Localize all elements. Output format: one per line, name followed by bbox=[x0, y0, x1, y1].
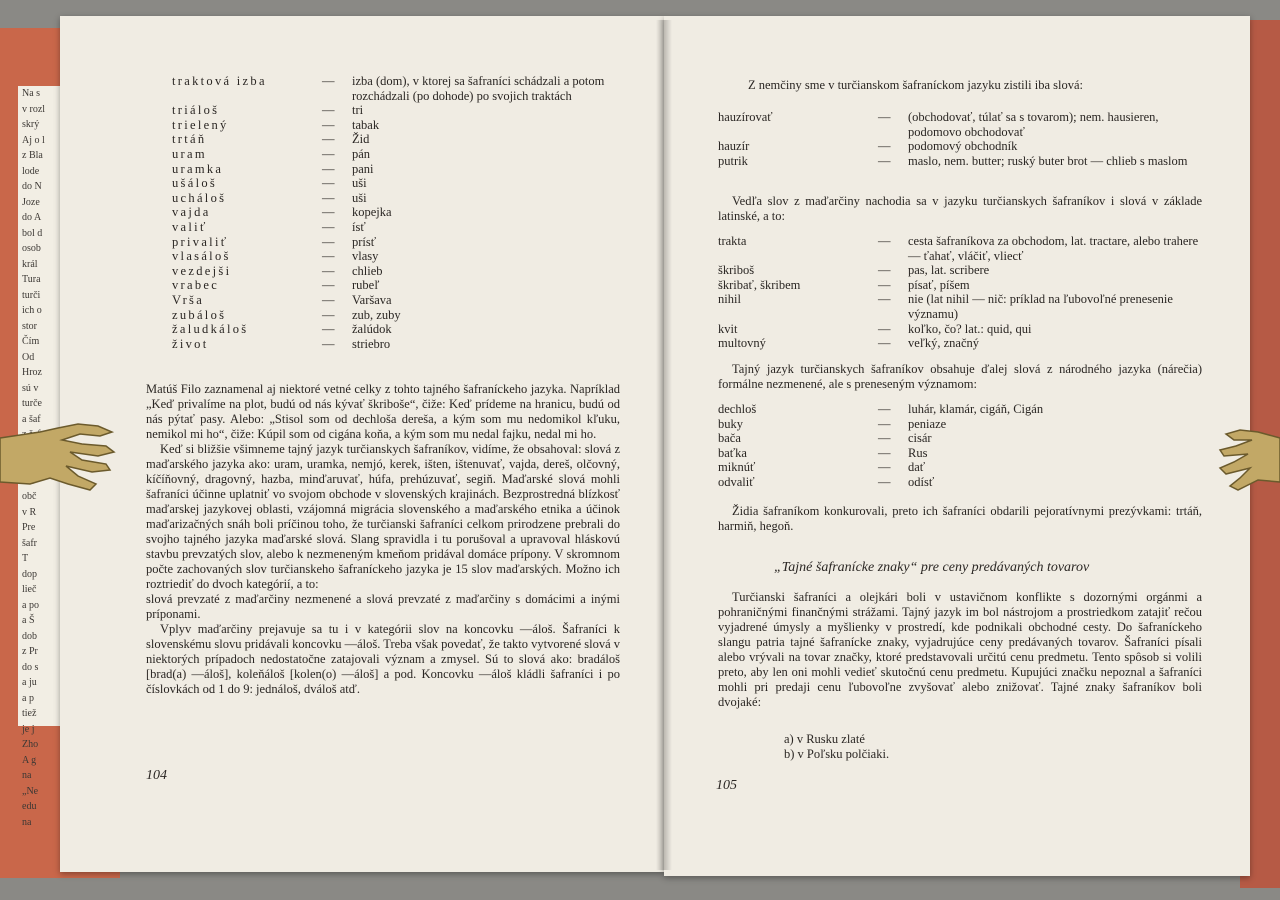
list-item: a) v Rusku zlaté bbox=[784, 732, 865, 746]
glossary-definition: tabak bbox=[352, 117, 380, 132]
fragment-line: Čím bbox=[22, 336, 40, 347]
fragment-line: a ju bbox=[22, 677, 37, 688]
paragraph: Turčianski šafraníci a olejkári boli v ustavičnom konflikte s dozornými orgánmi a pohraničnými finančnými strážami. Tajný jazyk im bol nástrojom a prostriedkom zatajiť rečou vyjadrené úmysly a myšlienky v prostredí, kde podnikali obchodné cesty. Do šafraníckeho slangu patria tajné šafranícke znaky, vyjadrujúce ceny predávaných tovarov. Šafraníci písali alebo vrývali na tovar značky, ktoré predstavovali určitú cenu predmetu. Tento spôsob si volili preto, aby len oni mohli vedieť skutočnú cenu predmetu. Kupujúci značku nepoznal a šafraníci mohli pri predaji cenu ľubovoľne zvyšovať alebo znižovať. Tajné znaky šafraníkov boli dvojaké: bbox=[718, 590, 1202, 709]
glossary-definition: (obchodovať, túlať sa s tovarom); nem. hausieren, podomovo obchodovať bbox=[908, 110, 1159, 139]
glossary-term: zubáloš bbox=[172, 307, 227, 322]
glossary-row bbox=[172, 147, 612, 162]
glossary-row bbox=[172, 176, 612, 191]
glossary-row bbox=[172, 278, 612, 293]
fragment-line: do A bbox=[22, 212, 42, 223]
glossary-definition: Rus bbox=[908, 445, 928, 460]
glossary-term: trielený bbox=[172, 117, 229, 132]
glossary-dash: — bbox=[322, 307, 335, 322]
glossary-dash: — bbox=[322, 336, 335, 351]
glossary-term: odvaliť bbox=[718, 474, 755, 489]
glossary-dash: — bbox=[322, 146, 335, 161]
glossary-term: ucháloš bbox=[172, 190, 227, 205]
glossary-definition: prísť bbox=[352, 234, 377, 249]
fragment-line: na bbox=[22, 770, 32, 781]
glossary-dash: — bbox=[878, 263, 891, 278]
glossary-term: Vrša bbox=[172, 292, 205, 307]
glossary-definition: podomový obchodník bbox=[908, 139, 1018, 154]
glossary-term: dechloš bbox=[718, 402, 757, 416]
glossary-row bbox=[172, 293, 612, 308]
fragment-line: turči bbox=[22, 289, 41, 301]
fragment-line: Od bbox=[22, 351, 35, 363]
paragraph: Vedľa slov z maďarčiny nachodia sa v jazyku turčianskych šafraníkov i slová v základe latinské, a to: bbox=[718, 194, 1202, 223]
left-glossary bbox=[172, 74, 612, 351]
paragraph: Židia šafraníkom konkurovali, preto ich šafraníci obdarili pejoratívnymi prezývkami: trtáň, harmiň, hegoň. bbox=[718, 504, 1202, 533]
glossary-term: žaludkáloš bbox=[172, 322, 249, 337]
glossary-term: bača bbox=[718, 431, 741, 446]
glossary-definition: písať, píšem bbox=[908, 277, 970, 292]
glossary-dash: — bbox=[322, 219, 335, 234]
paragraph: Vplyv maďarčiny prejavuje sa tu i v kategórii slov na koncovku —áloš. Šafraníci k slovenskému slovu pridávali koncovku —áloš. Treba však povedať, že takto vytvorené slová v niektorých prípadoch nedostatočne zatajovali význam a zmysel. Sú to slová ako: bradáloš [brad(a) —áloš], koleňáloš [kolen(o) —áloš] a pod. Koncovku —áloš kládli šafraníci i po číslovkách od 1 do 9: jednáloš, dváloš atď. bbox=[146, 622, 621, 696]
glossary-row bbox=[172, 220, 612, 235]
glossary-term: traktová izba bbox=[172, 74, 267, 88]
book-gutter bbox=[656, 20, 672, 870]
fragment-line: lode bbox=[22, 165, 40, 177]
glossary-term: vrabec bbox=[172, 278, 220, 293]
glossary-dash: — bbox=[322, 190, 335, 205]
glossary-dash: — bbox=[322, 117, 335, 132]
glossary-definition: chlieb bbox=[352, 263, 383, 278]
glossary-dash: — bbox=[878, 402, 891, 416]
glossary-row bbox=[172, 118, 612, 133]
glossary-row bbox=[718, 336, 1204, 351]
fragment-line: stor bbox=[22, 320, 37, 332]
native-intro bbox=[718, 362, 1202, 392]
glossary-row bbox=[172, 322, 612, 337]
glossary-dash: — bbox=[878, 416, 891, 431]
glossary-row bbox=[172, 205, 612, 220]
glossary-definition: koľko, čo? lat.: quid, qui bbox=[908, 321, 1032, 336]
glossary-dash: — bbox=[322, 292, 335, 307]
glossary-term: baťka bbox=[718, 445, 747, 460]
glossary-row bbox=[718, 139, 1204, 154]
glossary-definition: pani bbox=[352, 161, 374, 176]
glossary-dash: — bbox=[878, 139, 891, 154]
paragraph: slová prevzaté z maďarčiny nezmenené a slová prevzaté z maďarčiny s domácimi a inými príponami. bbox=[146, 592, 620, 621]
left-hand-clip-icon bbox=[0, 418, 120, 500]
fragment-line: z Pr bbox=[22, 646, 38, 657]
signs-paragraph bbox=[718, 590, 1202, 710]
fragment-line: a Š bbox=[22, 615, 35, 626]
glossary-definition: cisár bbox=[908, 431, 932, 446]
fragment-line: osob bbox=[22, 243, 41, 254]
glossary-row bbox=[172, 103, 612, 118]
glossary-definition: pán bbox=[352, 146, 371, 161]
glossary-row bbox=[718, 234, 1204, 263]
fragment-line: Tura bbox=[22, 274, 41, 285]
fragment-line: je j bbox=[22, 723, 35, 735]
glossary-dash: — bbox=[878, 460, 891, 475]
glossary-term: kvit bbox=[718, 321, 738, 336]
glossary-row bbox=[718, 263, 1204, 278]
glossary-term: život bbox=[172, 336, 209, 351]
glossary-row bbox=[172, 191, 612, 206]
glossary-term: nihil bbox=[718, 292, 741, 307]
glossary-term: uram bbox=[172, 146, 207, 161]
glossary-dash: — bbox=[322, 205, 335, 220]
glossary-definition: rubeľ bbox=[352, 278, 380, 293]
glossary-dash: — bbox=[322, 322, 335, 337]
fragment-line: na bbox=[22, 816, 32, 828]
fragment-line: šafr bbox=[22, 537, 37, 549]
fragment-line: ich o bbox=[22, 305, 42, 316]
fragment-line: tiež bbox=[22, 708, 37, 719]
glossary-definition: ísť bbox=[352, 219, 366, 234]
glossary-dash: — bbox=[322, 249, 335, 264]
glossary-dash: — bbox=[878, 445, 891, 460]
fragment-line: v rozl bbox=[22, 103, 46, 115]
glossary-term: triáloš bbox=[172, 103, 220, 118]
glossary-row bbox=[718, 322, 1204, 337]
list-item: b) v Poľsku polčiaki. bbox=[784, 747, 890, 761]
glossary-term: vajda bbox=[172, 205, 211, 220]
glossary-row bbox=[172, 132, 612, 147]
glossary-row bbox=[718, 278, 1204, 293]
glossary-definition: Žid bbox=[352, 132, 370, 147]
fragment-line: Hroz bbox=[22, 367, 42, 378]
glossary-dash: — bbox=[322, 234, 335, 249]
glossary-row bbox=[718, 431, 1204, 446]
glossary-row bbox=[718, 446, 1204, 461]
left-page bbox=[60, 16, 664, 872]
latin-glossary bbox=[718, 234, 1204, 351]
glossary-dash: — bbox=[878, 474, 891, 489]
fragment-line: sú v bbox=[22, 382, 39, 394]
glossary-definition: cesta šafraníkova za obchodom, lat. tractare, alebo trahere — ťahať, vláčiť, vliecť bbox=[908, 234, 1199, 263]
glossary-term: trtáň bbox=[172, 132, 207, 147]
glossary-definition: dať bbox=[908, 460, 926, 475]
fragment-line: do N bbox=[22, 181, 42, 192]
glossary-term: trakta bbox=[718, 234, 747, 248]
glossary-definition: tri bbox=[352, 103, 364, 118]
glossary-term: multovný bbox=[718, 336, 766, 351]
glossary-row bbox=[718, 460, 1204, 475]
glossary-dash: — bbox=[878, 292, 891, 307]
fragment-line: obč bbox=[22, 491, 37, 502]
fragment-line: král bbox=[22, 258, 38, 270]
fragment-line: do s bbox=[22, 661, 39, 673]
page-number: 104 bbox=[146, 768, 167, 783]
glossary-row bbox=[718, 292, 1204, 321]
glossary-row bbox=[718, 417, 1204, 432]
glossary-row bbox=[172, 74, 612, 103]
glossary-dash: — bbox=[878, 336, 891, 351]
glossary-row bbox=[172, 162, 612, 177]
glossary-definition: striebro bbox=[352, 336, 391, 351]
paragraph: Matúš Filo zaznamenal aj niektoré vetné celky z tohto tajného šafraníckeho jazyka. Napríklad „Keď privalíme na plot, budú od nás kývať škriboše“, čiže: Keď prídeme na hranicu, budú od nás pýtať pasy. Alebo: „Stisol som od dechloša dereša, a kým som mu nedomikol kľuku, nemikol mi ho“, čiže: Kúpil som od cigána koňa, a kým som mu nedal fajku, nedal mi ho. bbox=[146, 382, 620, 441]
fragment-line: Aj o l bbox=[22, 134, 45, 146]
glossary-dash: — bbox=[322, 161, 335, 176]
price-list bbox=[784, 732, 889, 762]
glossary-dash: — bbox=[878, 110, 891, 124]
glossary-row bbox=[172, 249, 612, 264]
glossary-row bbox=[718, 402, 1204, 417]
glossary-term: hauzír bbox=[718, 139, 750, 154]
fragment-line: dob bbox=[22, 630, 37, 642]
glossary-term: ušáloš bbox=[172, 176, 218, 191]
glossary-definition: zub, zuby bbox=[352, 307, 401, 322]
glossary-row bbox=[172, 264, 612, 279]
fragment-line: A g bbox=[22, 754, 37, 766]
glossary-definition: Varšava bbox=[352, 292, 392, 307]
glossary-dash: — bbox=[878, 153, 891, 168]
glossary-definition: maslo, nem. butter; ruský buter brot — chlieb s maslom bbox=[908, 153, 1188, 168]
fragment-line: a šaf bbox=[22, 413, 41, 425]
glossary-term: vlasáloš bbox=[172, 249, 231, 264]
glossary-definition: žalúdok bbox=[352, 322, 392, 337]
glossary-definition: vlasy bbox=[352, 249, 379, 264]
glossary-dash: — bbox=[322, 278, 335, 293]
paragraph: Keď si bližšie všimneme tajný jazyk turčianskych šafraníkov, vidíme, že obsahoval: slová z maďarského jazyka ako: uram, uramka, nemjó, kerek, išten, ištenuvať, vajda, dereš, olčovný, kíčíňovný, dragovný, hazba, minďaruvať, húfa, prehúzuvať, segiň. Maďarské slová mohli šafraníci účinne uplatniť vo svojom obchode v slovenských krajinách. Bezprostredná blízkosť maďarskej jazykovej oblasti, vzájomná migrácia slovenského a maďarského etnika a účinok maďarizačných snáh boli príčinou toho, že turčianski šafraníci celkom prirodzene prebrali do svojho tajného jazyka maďarské slová. Slang spravidla i tu porušoval a upravoval hláskovú stavbu prevzatých slov, alebo k nezmeneným kmeňom pridával domáce prípony. V skromnom počte zachovaných slov turčianskeho šafraníckeho jazyka je 15 slov maďarských. Možno ich roztriediť do dvoch kategórií, a to: bbox=[146, 442, 620, 591]
fragment-line: lieč bbox=[22, 584, 37, 595]
right-hand-clip-icon bbox=[1212, 420, 1280, 500]
glossary-definition: luhár, klamár, cigáň, Cigán bbox=[908, 402, 1044, 416]
fragment-line: a p bbox=[22, 692, 34, 704]
fragment-line: v R bbox=[22, 506, 37, 518]
fragment-line: a po bbox=[22, 599, 39, 611]
native-glossary bbox=[718, 402, 1204, 490]
glossary-row bbox=[172, 308, 612, 323]
glossary-term: škribať, škribem bbox=[718, 277, 801, 292]
glossary-term: škriboš bbox=[718, 263, 755, 278]
glossary-term: putrik bbox=[718, 153, 748, 168]
glossary-row bbox=[718, 475, 1204, 490]
glossary-definition: pas, lat. scribere bbox=[908, 263, 990, 278]
glossary-term: uramka bbox=[172, 161, 224, 176]
glossary-dash: — bbox=[878, 234, 891, 248]
latin-intro bbox=[718, 194, 1202, 224]
fragment-line: Na s bbox=[22, 88, 41, 99]
fragment-line: Joze bbox=[22, 196, 40, 208]
glossary-dash: — bbox=[878, 431, 891, 446]
glossary-definition: veľký, značný bbox=[908, 336, 980, 351]
fragment-line: T bbox=[22, 553, 29, 564]
german-glossary bbox=[718, 110, 1204, 168]
fragment-line: skrý bbox=[22, 119, 40, 130]
fragment-line: dop bbox=[22, 568, 37, 580]
glossary-dash: — bbox=[322, 132, 335, 147]
fragment-line: Zho bbox=[22, 739, 39, 750]
glossary-dash: — bbox=[322, 263, 335, 278]
glossary-definition: peniaze bbox=[908, 416, 947, 431]
glossary-dash: — bbox=[322, 176, 335, 191]
glossary-definition: nie (lat nihil — nič: príklad na ľubovoľné prenesenie významu) bbox=[908, 292, 1173, 321]
paragraph: Z nemčiny sme v turčianskom šafraníckom jazyku zistili iba slová: bbox=[748, 78, 1083, 92]
glossary-dash: — bbox=[878, 321, 891, 336]
glossary-definition: kopejka bbox=[352, 205, 392, 220]
section-heading: „Tajné šafranícke znaky“ pre ceny predávaných tovarov bbox=[774, 560, 1090, 575]
glossary-term: hauzírovať bbox=[718, 110, 773, 124]
page-number: 105 bbox=[716, 778, 737, 793]
glossary-term: miknúť bbox=[718, 460, 756, 475]
fragment-line: bol d bbox=[22, 227, 43, 239]
glossary-term: vezdejši bbox=[172, 263, 232, 278]
glossary-definition: uši bbox=[352, 190, 367, 205]
fragment-line: z Bla bbox=[22, 150, 43, 161]
glossary-dash: — bbox=[322, 74, 335, 88]
fragment-line: turče bbox=[22, 398, 42, 409]
german-intro bbox=[734, 78, 1200, 93]
glossary-row bbox=[172, 337, 612, 352]
right-page bbox=[664, 16, 1250, 876]
fragment-line: „Ne bbox=[22, 785, 39, 797]
glossary-dash: — bbox=[322, 103, 335, 118]
fragment-line: edu bbox=[22, 801, 37, 812]
glossary-dash: — bbox=[878, 277, 891, 292]
glossary-definition: izba (dom), v ktorej sa šafraníci schádzali a potom rozchádzali (po dohode) po svojich traktách bbox=[352, 74, 605, 103]
glossary-row bbox=[172, 235, 612, 250]
glossary-term: buky bbox=[718, 416, 743, 431]
jews-paragraph bbox=[718, 504, 1202, 534]
left-body-text bbox=[146, 382, 620, 697]
glossary-definition: odísť bbox=[908, 474, 935, 489]
glossary-definition: uši bbox=[352, 176, 367, 191]
glossary-row bbox=[718, 154, 1204, 169]
paragraph: Tajný jazyk turčianskych šafraníkov obsahuje ďalej slová z národného jazyka (nárečia) formálne nezmenené, ale s preneseným významom: bbox=[718, 362, 1202, 391]
glossary-row bbox=[718, 110, 1204, 139]
fragment-line: Pre bbox=[22, 522, 36, 533]
glossary-term: privaliť bbox=[172, 234, 229, 249]
glossary-term: valiť bbox=[172, 219, 208, 234]
